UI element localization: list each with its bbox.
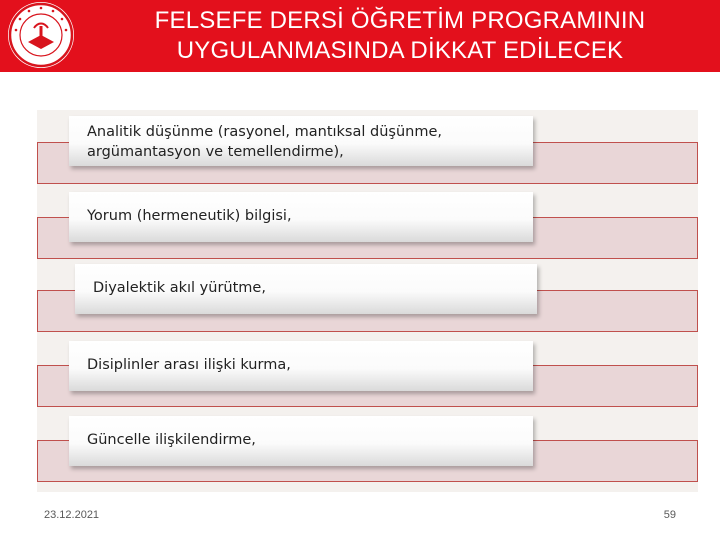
list-item-text: Yorum (hermeneutik) bilgisi, (87, 208, 292, 224)
list-item (69, 192, 533, 242)
list-item-text: argümantasyon ve temellendirme), (87, 144, 344, 160)
list-item-text: Analitik düşünme (rasyonel, mantıksal düşünme, (87, 124, 442, 140)
list-item-text: Disiplinler arası ilişki kurma, (87, 357, 291, 373)
ministry-emblem-icon (8, 2, 74, 68)
title-bar (0, 0, 720, 72)
footer-date: 23.12.2021 (44, 509, 100, 521)
list-item-text: Diyalektik akıl yürütme, (93, 280, 266, 296)
slide-number: 59 (663, 509, 676, 521)
list-item-text: Güncelle ilişkilendirme, (87, 432, 256, 448)
list-item (69, 341, 533, 391)
list-item (75, 264, 537, 314)
page-title (90, 6, 710, 66)
list-item (69, 416, 533, 466)
list-item (69, 116, 533, 166)
list-diagram (37, 110, 698, 492)
title-line-2: UYGULANMASINDA DİKKAT EDİLECEK (176, 37, 624, 64)
title-line-1: FELSEFE DERSİ ÖĞRETİM PROGRAMININ (154, 7, 646, 34)
